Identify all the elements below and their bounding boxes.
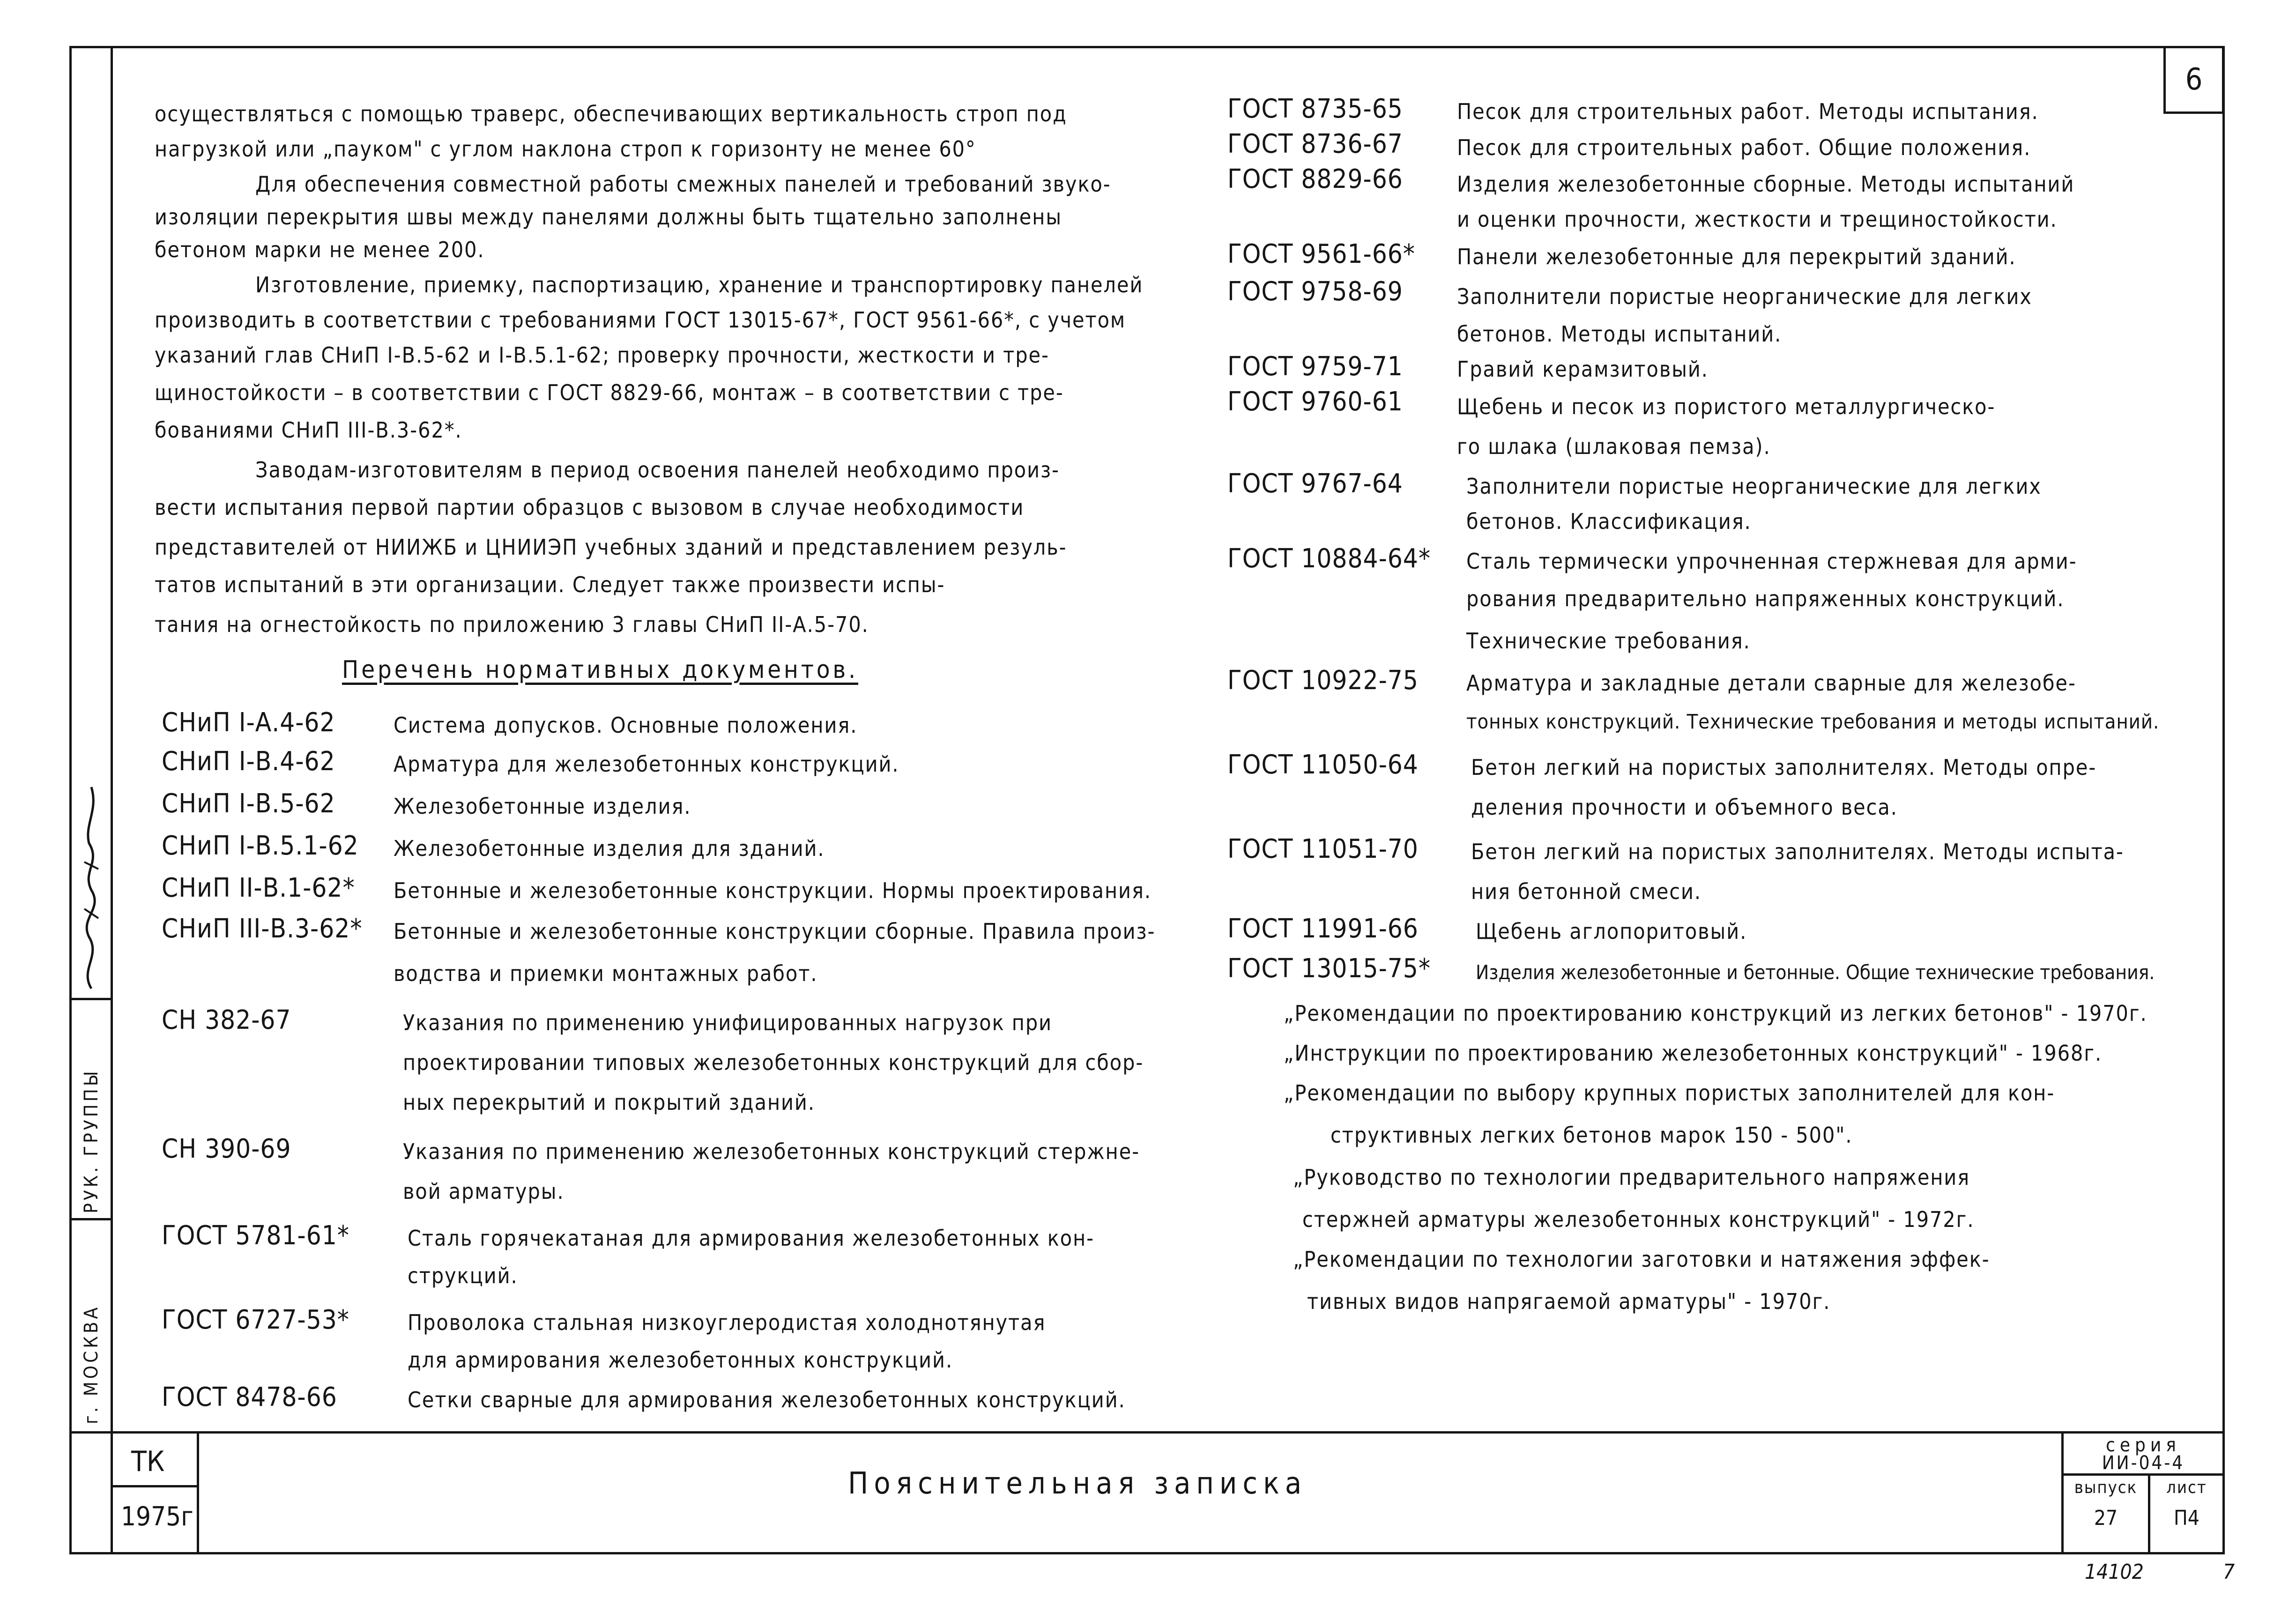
ref-code: ГОСТ 9759-71 [1227,351,1403,382]
sheet-label: лист [2166,1478,2207,1497]
intro-line: бованиями СНиП III-В.3-62*. [155,417,462,443]
intro-line: представителей от НИИЖБ и ЦНИИЭП учебных зданий и представлением резуль- [155,535,1067,560]
ref-desc: рования предварительно напряженных конструкций. [1466,586,2065,611]
recommendation-line: „Руководство по технологии предварительного напряжения [1293,1165,1970,1190]
ref-desc: Бетон легкий на пористых заполнителях. Методы испыта- [1471,839,2124,864]
frame-bottom [69,1552,2224,1554]
ref-desc: Бетонные и железобетонные конструкции сборные. Правила произ- [394,919,1156,944]
frame-right [2222,46,2225,1554]
recommendation-line: „Рекомендации по технологии заготовки и натяжения эффек- [1293,1247,1990,1272]
frame-left-inner [111,46,113,1554]
ref-desc: Щебень и песок из пористого металлургическо- [1457,394,1996,419]
ref-code: СНиП I-В.5.1-62 [162,831,359,861]
page-number-box [2163,46,2224,114]
ref-code: СНиП I-А.4-62 [162,707,335,738]
title-block-top-line [69,1431,2224,1434]
ref-desc: Сетки сварные для армирования железобетонных конструкций. [408,1387,1126,1412]
ref-code: ГОСТ 9767-64 [1227,468,1403,499]
frame-left-outer [69,46,72,1554]
ref-desc: ния бетонной смеси. [1471,879,1702,904]
series-label: серия [2106,1434,2181,1456]
ref-desc: бетонов. Методы испытаний. [1457,321,1782,347]
ref-desc: Песок для строительных работ. Общие положения. [1457,135,2031,160]
frame-top [69,46,2224,48]
ref-code: ГОСТ 8736-67 [1227,129,1403,159]
side-label-city: г. МОСКВА [81,1304,102,1424]
ref-desc: тонных конструкций. Технические требования и методы испытаний. [1466,710,2160,734]
intro-line: Заводам-изготовителям в период освоения панелей необходимо произ- [255,457,1060,483]
ref-desc: Сталь горячекатаная для армирования железобетонных кон- [408,1226,1095,1251]
intro-line: нагрузкой или „пауком" с углом наклона строп к горизонту не менее 60° [155,136,976,162]
ref-code: ГОСТ 11991-66 [1227,914,1419,944]
intro-line: Изготовление, приемку, паспортизацию, хранение и транспортировку панелей [255,272,1144,297]
year-label: 1975г [121,1501,193,1532]
ref-desc: Щебень аглопоритовый. [1476,919,1747,944]
ref-desc: Заполнители пористые неорганические для легких [1457,284,2032,309]
ref-desc: для армирования железобетонных конструкций. [408,1347,953,1373]
ref-desc: Изделия железобетонные и бетонные. Общие технические требования. [1476,961,2155,984]
intro-line: вести испытания первой партии образцов с вызовом в случае необходимости [155,495,1025,520]
intro-line: осуществляться с помощью траверс, обеспечивающих вертикальность строп под [155,101,1067,126]
intro-line: Для обеспечения совместной работы смежных панелей и требований звуко- [255,171,1111,197]
ref-desc: ных перекрытий и покрытий зданий. [403,1090,815,1115]
ref-desc: Бетонные и железобетонные конструкции. Нормы проектирования. [394,878,1152,903]
ref-desc: го шлака (шлаковая пемза). [1457,434,1771,459]
copy-number: 7 [2223,1560,2235,1584]
ref-code: ГОСТ 8735-65 [1227,94,1403,124]
intro-line: производить в соответствии с требованиями ГОСТ 13015-67*, ГОСТ 9561-66*, с учетом [155,307,1126,333]
ref-desc: вой арматуры. [403,1179,565,1204]
sheet-title: Пояснительная записка [848,1466,1308,1501]
ref-desc: Изделия железобетонные сборные. Методы испытаний [1457,171,2075,197]
ref-desc: Технические требования. [1466,628,1751,654]
ref-code: ГОСТ 8478-66 [162,1382,337,1412]
ref-code: СНиП III-В.3-62* [162,914,363,944]
intro-line: тания на огнестойкость по приложению 3 главы СНиП II-А.5-70. [155,612,869,637]
ref-code: ГОСТ 8829-66 [1227,164,1403,194]
issue-value: 27 [2094,1506,2118,1530]
ref-code: ГОСТ 5781-61* [162,1220,349,1251]
issue-label: выпуск [2074,1478,2138,1497]
ref-desc: Железобетонные изделия для зданий. [394,836,825,861]
side-stamp-divider-2 [69,998,113,1000]
ref-desc: Арматура и закладные детали сварные для железобе- [1466,670,2076,696]
ref-desc: деления прочности и объемного веса. [1471,795,1898,820]
ref-code: ГОСТ 10884-64* [1227,543,1431,574]
ref-code: СН 390-69 [162,1134,291,1164]
ref-desc: Проволока стальная низкоуглеродистая холоднотянутая [408,1310,1046,1335]
ref-desc: Система допусков. Основные положения. [394,713,858,738]
title-block-org-divider [111,1485,199,1487]
ref-code: СНиП II-В.1-62* [162,873,355,903]
ref-desc: водства и приемки монтажных работ. [394,961,818,986]
archive-number: 14102 [2085,1560,2144,1584]
intro-line: изоляции перекрытия швы между панелями должны быть тщательно заполнены [155,204,1063,230]
ref-code: СНиП I-В.5-62 [162,788,335,819]
ref-desc: Бетон легкий на пористых заполнителях. Методы опре- [1471,755,2097,780]
ref-code: ГОСТ 9758-69 [1227,276,1403,307]
org-label: ТК [131,1445,165,1478]
title-block-left-divider [197,1431,199,1554]
ref-desc: Заполнители пористые неорганические для легких [1466,474,2042,499]
recommendation-line: „Рекомендации по выбору крупных пористых заполнителей для кон- [1284,1080,2055,1106]
ref-code: ГОСТ 13015-75* [1227,953,1431,984]
ref-code: ГОСТ 10922-75 [1227,665,1419,696]
ref-desc: Сталь термически упрочненная стержневая для арми- [1466,549,2077,574]
intro-line: указаний глав СНиП I-В.5-62 и I-В.5.1-62; проверку прочности, жесткости и тре- [155,342,1049,368]
signature-icon [75,768,108,993]
intro-line: татов испытаний в эти организации. Следует также произвести испы- [155,572,945,597]
ref-desc: Указания по применению железобетонных конструкций стержне- [403,1139,1140,1164]
recommendation-line: тивных видов напрягаемой арматуры" - 1970г. [1307,1289,1831,1314]
page-number: 6 [2185,62,2203,97]
ref-desc: Песок для строительных работ. Методы испытания. [1457,99,2039,124]
ref-desc: бетонов. Классификация. [1466,509,1752,534]
ref-code: ГОСТ 11050-64 [1227,750,1419,780]
recommendation-line: стержней арматуры железобетонных конструкций" - 1972г. [1302,1207,1975,1232]
ref-desc: и оценки прочности, жесткости и трещиностойкости. [1457,207,2058,232]
side-label-group-head: РУК. ГРУППЫ [81,1068,102,1213]
recommendation-line: „Инструкции по проектированию железобетонных конструкций" - 1968г. [1284,1040,2103,1066]
intro-line: щиностойкости – в соответствии с ГОСТ 8829-66, монтаж – в соответствии с тре- [155,380,1064,405]
ref-code: ГОСТ 6727-53* [162,1305,349,1335]
intro-line: бетоном марки не менее 200. [155,237,485,262]
ref-code: СНиП I-В.4-62 [162,746,335,777]
ref-code: ГОСТ 11051-70 [1227,834,1419,864]
ref-desc: Арматура для железобетонных конструкций. [394,751,899,777]
ref-code: ГОСТ 9760-61 [1227,386,1403,417]
ref-desc: струкций. [408,1263,518,1288]
ref-desc: Железобетонные изделия. [394,794,691,819]
ref-desc: Гравий керамзитовый. [1457,357,1709,382]
ref-desc: проектировании типовых железобетонных конструкций для сбор- [403,1050,1144,1075]
ref-desc: Панели железобетонные для перекрытий зданий. [1457,244,2016,269]
side-stamp-divider-1 [69,1218,113,1220]
sheet-value: П4 [2174,1506,2199,1530]
recommendation-line: структивных легких бетонов марок 150 - 500". [1330,1122,1853,1148]
ref-desc: Указания по применению унифицированных нагрузок при [403,1010,1052,1035]
ref-code: СН 382-67 [162,1005,291,1035]
normative-list-heading: Перечень нормативных документов. [342,656,858,684]
series-value: ИИ-04-4 [2102,1452,2185,1474]
recommendation-line: „Рекомендации по проектированию конструкций из легких бетонов" - 1970г. [1284,1001,2147,1026]
ref-code: ГОСТ 9561-66* [1227,239,1415,269]
